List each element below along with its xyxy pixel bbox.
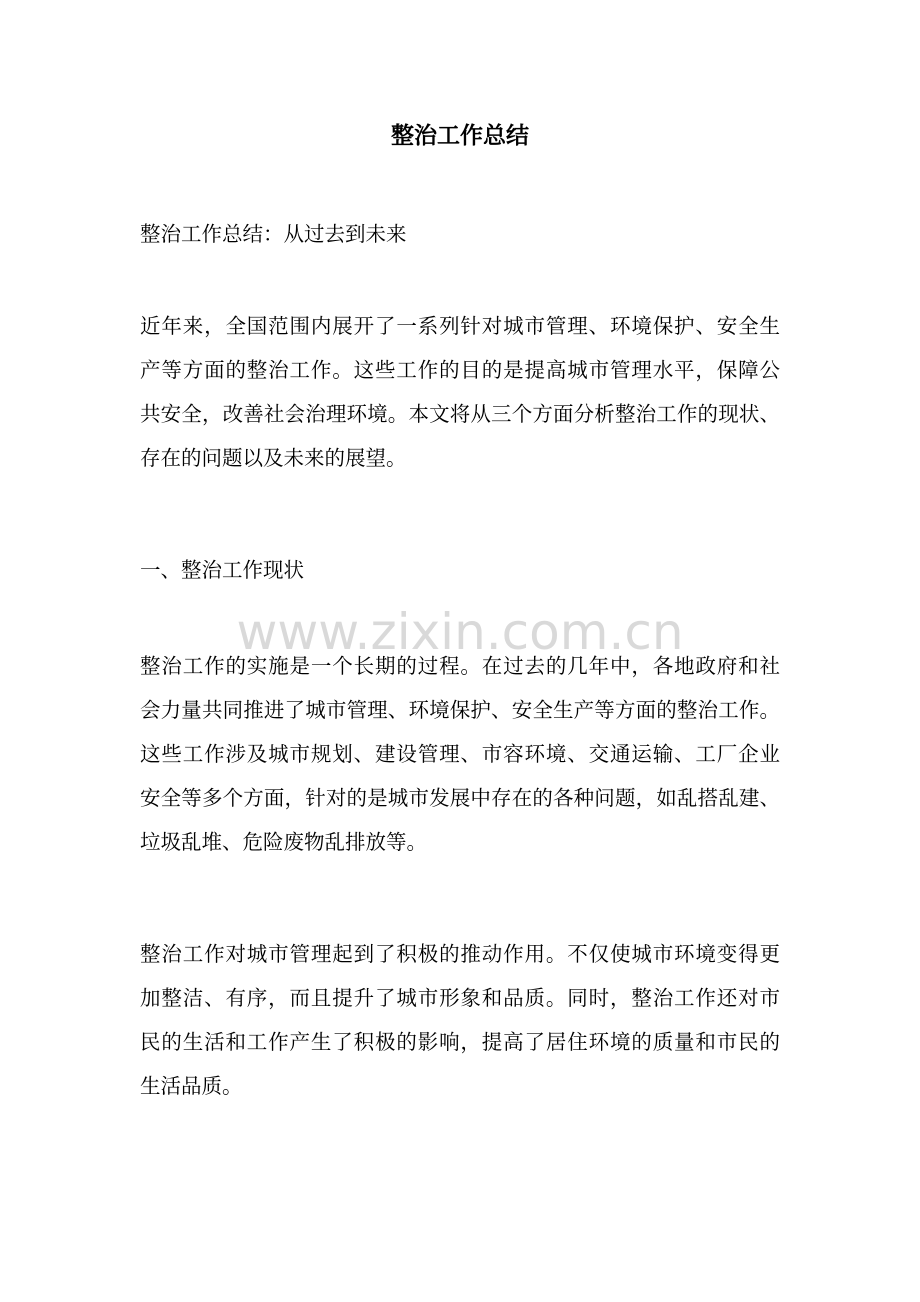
para-2-line-4: 生活品质。 — [140, 1074, 243, 1098]
intro-line-1: 近年来，全国范围内展开了一系列针对城市管理、环境保护、安全生 — [140, 314, 780, 338]
para-1-line-5: 垃圾乱堆、危险废物乱排放等。 — [140, 830, 427, 854]
section-1-heading: 一、整治工作现状 — [140, 558, 304, 582]
intro-line-2: 产等方面的整治工作。这些工作的目的是提高城市管理水平，保障公 — [140, 358, 780, 382]
para-1-line-3: 这些工作涉及城市规划、建设管理、市容环境、交通运输、工厂企业 — [140, 742, 780, 766]
intro-line-3: 共安全，改善社会治理环境。本文将从三个方面分析整治工作的现状、 — [140, 402, 780, 426]
para-1-line-4: 安全等多个方面，针对的是城市发展中存在的各种问题，如乱搭乱建、 — [140, 786, 780, 810]
document-subtitle: 整治工作总结：从过去到未来 — [140, 222, 407, 246]
para-2-line-1: 整治工作对城市管理起到了积极的推动作用。不仅使城市环境变得更 — [140, 942, 780, 966]
para-2-line-3: 民的生活和工作产生了积极的影响，提高了居住环境的质量和市民的 — [140, 1030, 780, 1054]
document-title: 整治工作总结 — [391, 123, 529, 149]
intro-line-4: 存在的问题以及未来的展望。 — [140, 446, 407, 470]
watermark: www.zixin.com.cn — [236, 603, 684, 661]
para-1-line-2: 会力量共同推进了城市管理、环境保护、安全生产等方面的整治工作。 — [140, 698, 780, 722]
para-2-line-2: 加整洁、有序，而且提升了城市形象和品质。同时，整治工作还对市 — [140, 986, 780, 1010]
para-1-line-1: 整治工作的实施是一个长期的过程。在过去的几年中，各地政府和社 — [140, 654, 780, 678]
